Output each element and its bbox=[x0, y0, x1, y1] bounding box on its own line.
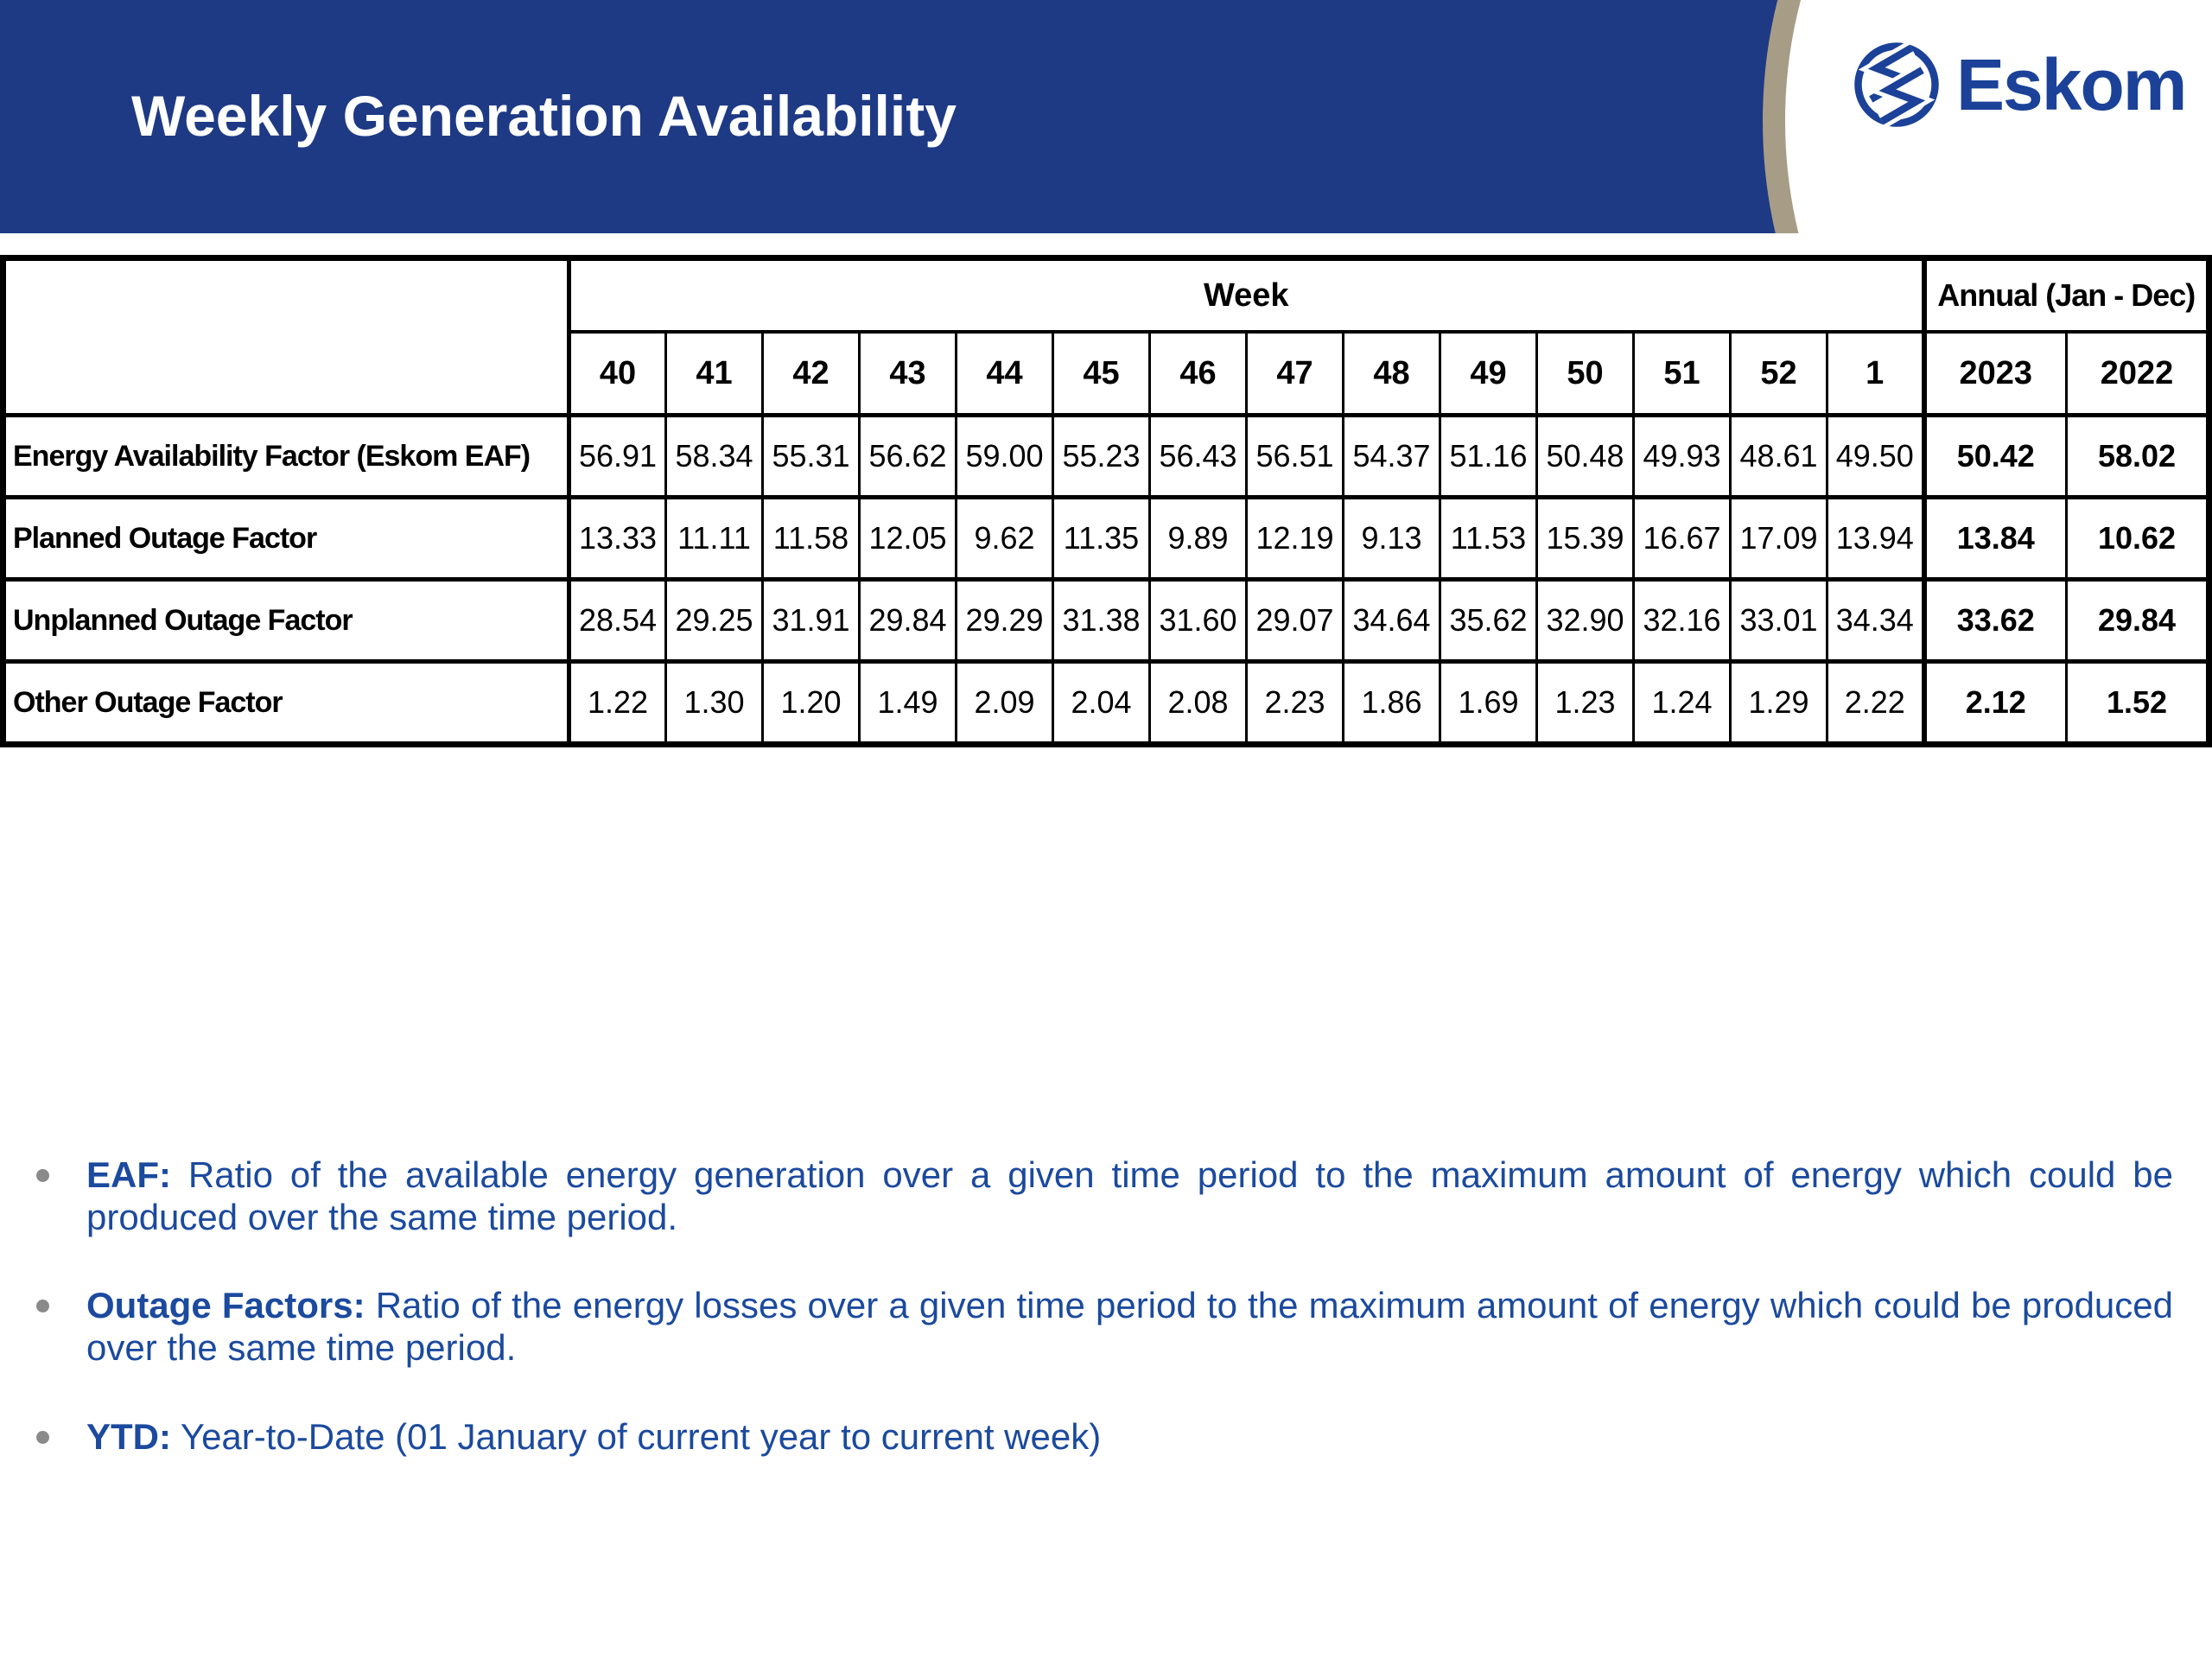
week-col-header: 49 bbox=[1440, 332, 1537, 416]
weekly-value-cell: 13.94 bbox=[1827, 498, 1924, 580]
weekly-value-cell: 11.11 bbox=[666, 498, 763, 580]
weekly-value-cell: 51.16 bbox=[1440, 416, 1537, 498]
weekly-value-cell: 1.29 bbox=[1731, 662, 1827, 745]
weekly-value-cell: 1.49 bbox=[860, 662, 957, 745]
weekly-value-cell: 54.37 bbox=[1344, 416, 1440, 498]
table-row bbox=[3, 580, 2209, 662]
annual-value-cell: 33.62 bbox=[1924, 580, 2067, 662]
weekly-value-cell: 29.25 bbox=[666, 580, 763, 662]
eskom-logo bbox=[1851, 36, 2185, 133]
weekly-value-cell: 56.62 bbox=[860, 416, 957, 498]
weekly-value-cell: 35.62 bbox=[1440, 580, 1537, 662]
weekly-value-cell: 1.69 bbox=[1440, 662, 1537, 745]
note-text: Ratio of the available energy generation over a given time period to the maximum amount of energy which could be produced over the same time period. bbox=[86, 1154, 2173, 1237]
weekly-value-cell: 31.91 bbox=[763, 580, 860, 662]
bullet-dot bbox=[36, 1169, 49, 1182]
annual-value-cell: 29.84 bbox=[2067, 580, 2209, 662]
weekly-value-cell: 11.58 bbox=[763, 498, 860, 580]
weekly-value-cell: 33.01 bbox=[1731, 580, 1827, 662]
note-term: Outage Factors: bbox=[86, 1285, 365, 1326]
annual-year-header: 2022 bbox=[2067, 332, 2209, 416]
note-term: YTD: bbox=[86, 1415, 171, 1457]
weekly-value-cell: 29.84 bbox=[860, 580, 957, 662]
weekly-value-cell: 2.08 bbox=[1150, 662, 1247, 745]
weekly-value-cell: 11.53 bbox=[1440, 498, 1537, 580]
annual-value-cell: 1.52 bbox=[2067, 662, 2209, 745]
weekly-value-cell: 29.29 bbox=[957, 580, 1053, 662]
page-title: Weekly Generation Availability bbox=[131, 84, 957, 148]
bullet-dot bbox=[36, 1300, 49, 1313]
weekly-value-cell: 2.23 bbox=[1247, 662, 1344, 745]
note-outage-factors bbox=[86, 1285, 2173, 1369]
table-head bbox=[3, 258, 2209, 416]
note-text: Ratio of the energy losses over a given time period to the maximum amount of energy which could be produced over the same time period. bbox=[86, 1285, 2173, 1369]
week-col-header: 42 bbox=[763, 332, 860, 416]
weekly-value-cell: 34.34 bbox=[1827, 580, 1924, 662]
weekly-value-cell: 50.48 bbox=[1537, 416, 1634, 498]
week-col-header: 41 bbox=[666, 332, 763, 416]
eskom-logo-wordmark: Eskom bbox=[1956, 44, 2186, 125]
notes-list bbox=[0, 1154, 2212, 1505]
annual-value-cell: 13.84 bbox=[1924, 498, 2067, 580]
weekly-value-cell: 34.64 bbox=[1344, 580, 1440, 662]
annual-year-header: 2023 bbox=[1924, 332, 2067, 416]
weekly-value-cell: 13.33 bbox=[569, 498, 666, 580]
weekly-value-cell: 49.50 bbox=[1827, 416, 1924, 498]
annual-value-cell: 10.62 bbox=[2067, 498, 2209, 580]
week-col-header: 46 bbox=[1150, 332, 1247, 416]
row-label: Unplanned Outage Factor bbox=[3, 580, 569, 662]
week-col-header: 47 bbox=[1247, 332, 1344, 416]
row-label: Other Outage Factor bbox=[3, 662, 569, 745]
week-group-header: Week bbox=[569, 258, 1924, 333]
eskom-monogram-icon bbox=[1851, 39, 1942, 130]
table-corner-cell bbox=[3, 258, 569, 416]
annual-group-header: Annual (Jan - Dec) bbox=[1924, 258, 2209, 333]
weekly-value-cell: 32.90 bbox=[1537, 580, 1634, 662]
weekly-value-cell: 2.04 bbox=[1053, 662, 1150, 745]
week-col-header: 44 bbox=[957, 332, 1053, 416]
annual-value-cell: 2.12 bbox=[1924, 662, 2067, 745]
table-row bbox=[3, 416, 2209, 498]
row-label: Planned Outage Factor bbox=[3, 498, 569, 580]
weekly-value-cell: 15.39 bbox=[1537, 498, 1634, 580]
weekly-value-cell: 28.54 bbox=[569, 580, 666, 662]
weekly-value-cell: 31.60 bbox=[1150, 580, 1247, 662]
weekly-value-cell: 55.31 bbox=[763, 416, 860, 498]
weekly-value-cell: 16.67 bbox=[1634, 498, 1731, 580]
week-col-header: 40 bbox=[569, 332, 666, 416]
weekly-value-cell: 12.05 bbox=[860, 498, 957, 580]
weekly-value-cell: 12.19 bbox=[1247, 498, 1344, 580]
week-col-header: 52 bbox=[1731, 332, 1827, 416]
weekly-value-cell: 32.16 bbox=[1634, 580, 1731, 662]
table-row bbox=[3, 662, 2209, 745]
week-col-header: 45 bbox=[1053, 332, 1150, 416]
week-col-header: 50 bbox=[1537, 332, 1634, 416]
annual-value-cell: 50.42 bbox=[1924, 416, 2067, 498]
weekly-value-cell: 56.91 bbox=[569, 416, 666, 498]
row-label: Energy Availability Factor (Eskom EAF) bbox=[3, 416, 569, 498]
weekly-value-cell: 11.35 bbox=[1053, 498, 1150, 580]
weekly-value-cell: 1.20 bbox=[763, 662, 860, 745]
weekly-value-cell: 49.93 bbox=[1634, 416, 1731, 498]
weekly-value-cell: 31.38 bbox=[1053, 580, 1150, 662]
annual-value-cell: 58.02 bbox=[2067, 416, 2209, 498]
note-ytd bbox=[86, 1416, 2173, 1459]
availability-table bbox=[0, 255, 2212, 747]
weekly-value-cell: 2.22 bbox=[1827, 662, 1924, 745]
weekly-value-cell: 56.51 bbox=[1247, 416, 1344, 498]
weekly-value-cell: 48.61 bbox=[1731, 416, 1827, 498]
weekly-value-cell: 58.34 bbox=[666, 416, 763, 498]
weekly-value-cell: 9.62 bbox=[957, 498, 1053, 580]
weekly-value-cell: 2.09 bbox=[957, 662, 1053, 745]
weekly-value-cell: 59.00 bbox=[957, 416, 1053, 498]
weekly-value-cell: 9.13 bbox=[1344, 498, 1440, 580]
weekly-value-cell: 1.23 bbox=[1537, 662, 1634, 745]
weekly-value-cell: 1.86 bbox=[1344, 662, 1440, 745]
note-text: Year-to-Date (01 January of current year to current week) bbox=[171, 1415, 1102, 1457]
weekly-value-cell: 29.07 bbox=[1247, 580, 1344, 662]
note-term: EAF: bbox=[86, 1154, 171, 1195]
bullet-dot bbox=[36, 1431, 49, 1444]
weekly-value-cell: 1.30 bbox=[666, 662, 763, 745]
weekly-value-cell: 17.09 bbox=[1731, 498, 1827, 580]
note-eaf bbox=[86, 1154, 2173, 1238]
week-col-header: 43 bbox=[860, 332, 957, 416]
header-band bbox=[0, 0, 2212, 233]
table-row bbox=[3, 498, 2209, 580]
table-body bbox=[3, 416, 2209, 745]
weekly-value-cell: 55.23 bbox=[1053, 416, 1150, 498]
week-col-header: 51 bbox=[1634, 332, 1731, 416]
week-col-header: 48 bbox=[1344, 332, 1440, 416]
weekly-value-cell: 1.22 bbox=[569, 662, 666, 745]
week-col-header: 1 bbox=[1827, 332, 1924, 416]
weekly-value-cell: 56.43 bbox=[1150, 416, 1247, 498]
weekly-value-cell: 9.89 bbox=[1150, 498, 1247, 580]
weekly-value-cell: 1.24 bbox=[1634, 662, 1731, 745]
